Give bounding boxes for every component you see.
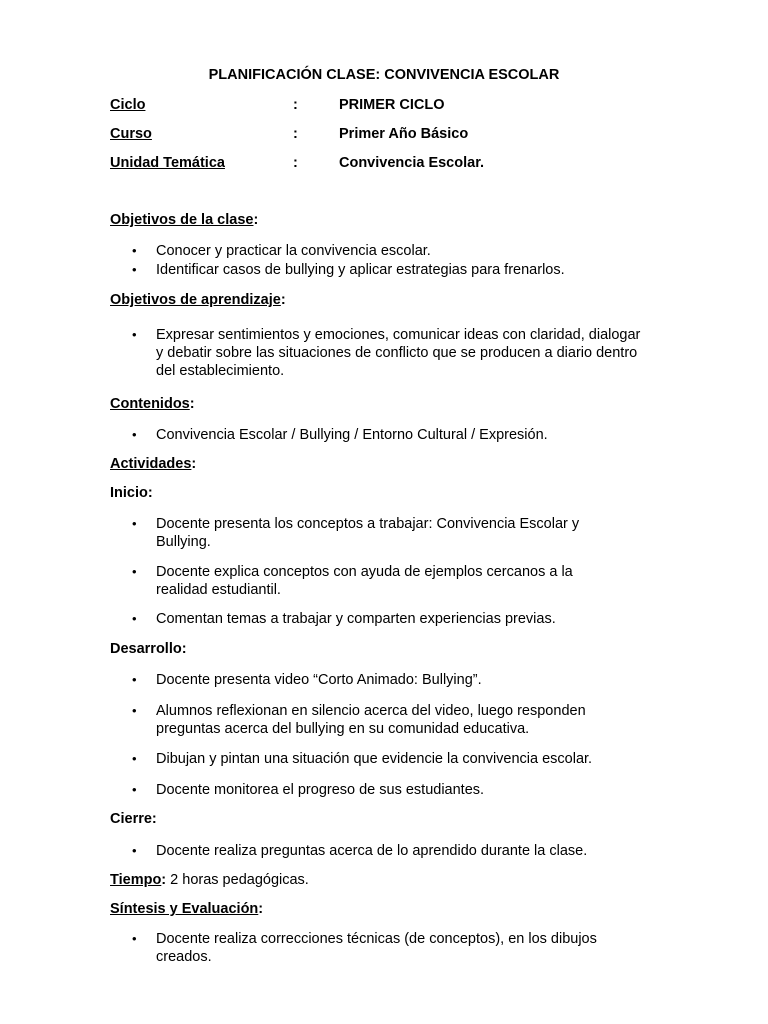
list-item: Docente monitorea el progreso de sus estudiantes.: [156, 782, 485, 798]
section-heading-contenidos: [110, 396, 195, 412]
list-item: Docente presenta video “Corto Animado: Bullying”.: [156, 672, 482, 688]
heading-text: Tiempo: [110, 872, 162, 888]
header-colon: :: [293, 155, 298, 171]
heading-colon: :: [189, 396, 195, 412]
section-heading-cierre: Cierre:: [110, 811, 157, 827]
header-value: Primer Año Básico: [339, 126, 469, 142]
section-heading-actividades: [110, 456, 196, 472]
list-item: Docente realiza correcciones técnicas (de conceptos), en los dibujos creados.: [156, 931, 597, 965]
list-item: Docente realiza preguntas acerca de lo aprendido durante la clase.: [156, 843, 588, 859]
header-colon: :: [293, 126, 298, 142]
list-item: Identificar casos de bullying y aplicar estrategias para frenarlos.: [156, 262, 565, 278]
heading-colon: :: [280, 292, 286, 308]
section-heading-objetivos-aprendizaje: [110, 292, 286, 308]
heading-colon: :: [191, 456, 197, 472]
bullet-icon: •: [132, 843, 137, 858]
bullet-icon: •: [132, 243, 137, 258]
header-label: Ciclo: [110, 97, 146, 113]
section-heading-sintesis: [110, 901, 263, 917]
tiempo-value: 2 horas pedagógicas.: [166, 872, 309, 888]
section-heading-objetivos-clase: [110, 212, 258, 228]
bullet-icon: •: [132, 516, 137, 531]
heading-colon: :: [253, 212, 259, 228]
list-item: Docente presenta los conceptos a trabajar: Convivencia Escolar y Bullying.: [156, 516, 580, 550]
list-item: Docente explica conceptos con ayuda de ejemplos cercanos a la realidad estudiantil.: [156, 564, 573, 598]
bullet-icon: •: [132, 427, 137, 442]
section-tiempo: [110, 872, 309, 888]
section-heading-desarrollo: Desarrollo:: [110, 641, 187, 657]
heading-text: Actividades: [110, 456, 192, 472]
bullet-icon: •: [132, 782, 137, 797]
header-row-ciclo: [110, 97, 730, 117]
section-heading-inicio: Inicio:: [110, 485, 153, 501]
bullet-icon: •: [132, 703, 137, 718]
list-item: Expresar sentimientos y emociones, comunicar ideas con claridad, dialogar y debatir sobre las situaciones de conflicto que se producen a diario dentro del establecimiento.: [156, 327, 641, 379]
page-title: PLANIFICACIÓN CLASE: CONVIVENCIA ESCOLAR: [208, 67, 560, 83]
bullet-icon: •: [132, 751, 137, 766]
list-item: Dibujan y pintan una situación que evidencie la convivencia escolar.: [156, 751, 593, 767]
bullet-icon: •: [132, 611, 137, 626]
header-value: Convivencia Escolar.: [339, 155, 485, 171]
list-item: Conocer y practicar la convivencia escolar.: [156, 243, 431, 259]
bullet-icon: •: [132, 564, 137, 579]
bullet-icon: •: [132, 327, 137, 342]
header-label: Curso: [110, 126, 152, 142]
heading-colon: :: [258, 901, 264, 917]
heading-text: Contenidos: [110, 396, 190, 412]
header-row-unidad: [110, 155, 730, 175]
list-item: Comentan temas a trabajar y comparten experiencias previas.: [156, 611, 556, 627]
bullet-icon: •: [132, 931, 137, 946]
header-value: PRIMER CICLO: [339, 97, 445, 113]
heading-text: Objetivos de la clase: [110, 212, 254, 228]
list-item: Alumnos reflexionan en silencio acerca del video, luego responden preguntas acerca del bullying en su comunidad educativa.: [156, 703, 586, 737]
heading-text: Objetivos de aprendizaje: [110, 292, 281, 308]
header-label: Unidad Temática: [110, 155, 225, 171]
heading-text: Síntesis y Evaluación: [110, 901, 259, 917]
bullet-icon: •: [132, 672, 137, 687]
header-colon: :: [293, 97, 298, 113]
header-row-curso: [110, 126, 730, 146]
bullet-icon: •: [132, 262, 137, 277]
heading-colon: :: [161, 872, 167, 888]
list-item: Convivencia Escolar / Bullying / Entorno Cultural / Expresión.: [156, 427, 548, 443]
